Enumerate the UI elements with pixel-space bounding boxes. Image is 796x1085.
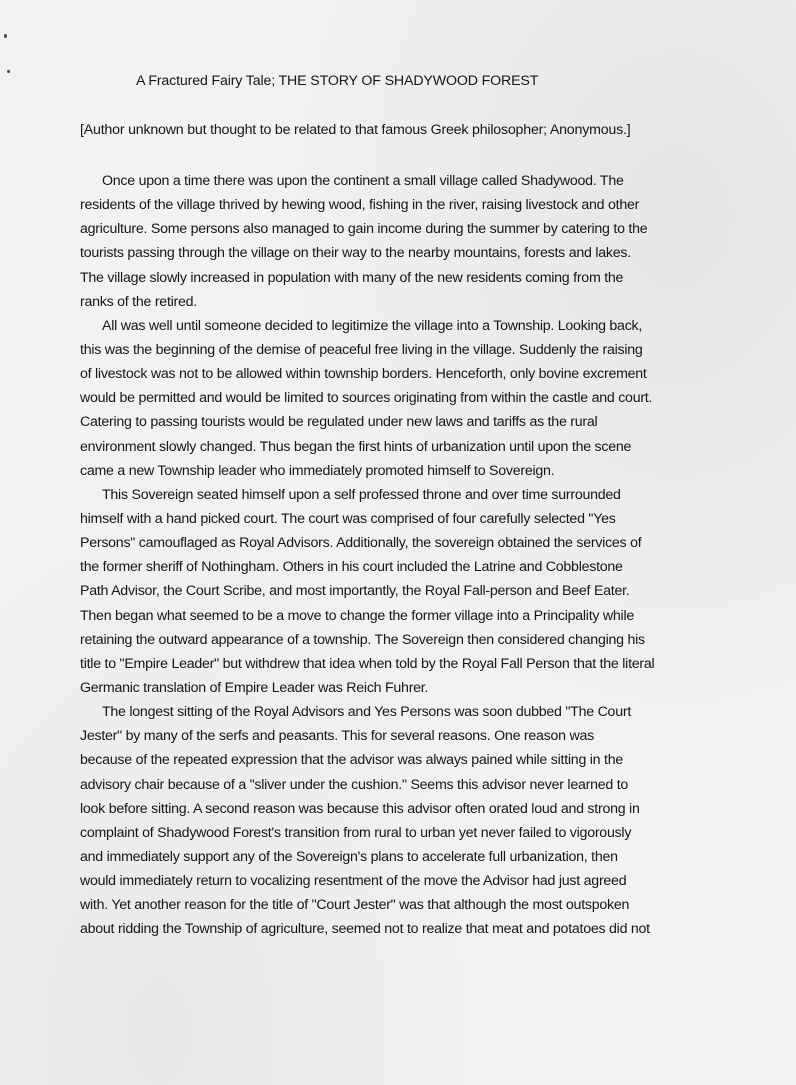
paragraph-4-line-2: Jester" by many of the serfs and peasants. This for several reasons. One reason was bbox=[80, 728, 594, 745]
paragraph-4-line-4: advisory chair because of a "sliver under the cushion." Seems this advisor never learned to bbox=[80, 776, 629, 793]
paragraph-2-line-1: All was well until someone decided to legitimize the village into a Township. Looking back, bbox=[102, 317, 643, 334]
document-attribution: [Author unknown but thought to be related to that famous Greek philosopher; Anonymous.] bbox=[80, 122, 631, 138]
paragraph-1-line-5: The village slowly increased in population with many of the new residents coming from the bbox=[80, 269, 624, 286]
paragraph-4-line-1: The longest sitting of the Royal Advisors and Yes Persons was soon dubbed "The Court bbox=[102, 704, 632, 721]
paragraph-4-line-7: and immediately support any of the Sovereign's plans to accelerate full urbanization, then bbox=[80, 848, 618, 865]
paragraph-3-line-8: title to "Empire Leader" but withdrew that idea when told by the Royal Fall Person that the literal bbox=[80, 655, 655, 672]
paragraph-3-line-2: himself with a hand picked court. The court was comprised of four carefully selected "Yes bbox=[80, 510, 616, 527]
paragraph-1-line-2: residents of the village thrived by hewing wood, fishing in the river, raising livestock and other bbox=[80, 197, 640, 214]
paragraph-2-line-6: environment slowly changed. Thus began the first hints of urbanization until upon the scene bbox=[80, 438, 632, 455]
paragraph-1-line-4: tourists passing through the village on their way to the nearby mountains, forests and lakes. bbox=[80, 245, 631, 262]
paragraph-4-line-3: because of the repeated expression that the advisor was always pained while sitting in the bbox=[80, 752, 623, 769]
paragraph-2-line-5: Catering to passing tourists would be regulated under new laws and tariffs as the rural bbox=[80, 414, 598, 431]
paragraph-3-line-3: Persons" camouflaged as Royal Advisors. Additionally, the sovereign obtained the services of bbox=[80, 535, 642, 552]
paragraph-3-line-4: the former sheriff of Nothingham. Others in his court included the Latrine and Cobblestone bbox=[80, 559, 623, 576]
paragraph-4-line-6: complaint of Shadywood Forest's transition from rural to urban yet never failed to vigorously bbox=[80, 824, 632, 841]
paragraph-4-line-5: look before sitting. A second reason was because this advisor often orated loud and strong in bbox=[80, 800, 640, 817]
paragraph-2-line-3: of livestock was not to be allowed within township borders. Henceforth, only bovine excrement bbox=[80, 366, 647, 383]
paragraph-4-line-8: would immediately return to vocalizing resentment of the move the Advisor had just agreed bbox=[80, 873, 627, 890]
paragraph-1-line-6: ranks of the retired. bbox=[80, 293, 197, 310]
paragraph-3-line-1: This Sovereign seated himself upon a self professed throne and over time surrounded bbox=[102, 486, 621, 503]
scan-speck-mid bbox=[7, 70, 10, 73]
paragraph-1-line-3: agriculture. Some persons also managed to gain income during the summer by catering to the bbox=[80, 221, 648, 238]
paragraph-2-line-2: this was the beginning of the demise of peaceful free living in the village. Suddenly the raising bbox=[80, 341, 643, 358]
paragraph-4-line-9: with. Yet another reason for the title of "Court Jester" was that although the most outspoken bbox=[80, 897, 630, 914]
scan-speck-top bbox=[4, 34, 7, 38]
paragraph-3-line-5: Path Advisor, the Court Scribe, and most importantly, the Royal Fall-person and Beef Eater. bbox=[80, 583, 630, 600]
document-title: A Fractured Fairy Tale; THE STORY OF SHADYWOOD FOREST bbox=[136, 73, 539, 89]
story-body bbox=[80, 169, 710, 942]
paragraph-4-line-10: about ridding the Township of agriculture, seemed not to realize that meat and potatoes did not bbox=[80, 921, 650, 938]
paragraph-1-line-1: Once upon a time there was upon the continent a small village called Shadywood. The bbox=[102, 173, 624, 189]
paragraph-2-line-4: would be permitted and would be limited to sources originating from within the castle and court. bbox=[80, 390, 653, 407]
paragraph-2-line-7: came a new Township leader who immediately promoted himself to Sovereign. bbox=[80, 462, 555, 479]
paragraph-3-line-6: Then began what seemed to be a move to change the former village into a Principality while bbox=[80, 607, 634, 624]
paragraph-3-line-7: retaining the outward appearance of a township. The Sovereign then considered changing his bbox=[80, 631, 645, 648]
paragraph-3-line-9: Germanic translation of Empire Leader was Reich Fuhrer. bbox=[80, 679, 429, 696]
